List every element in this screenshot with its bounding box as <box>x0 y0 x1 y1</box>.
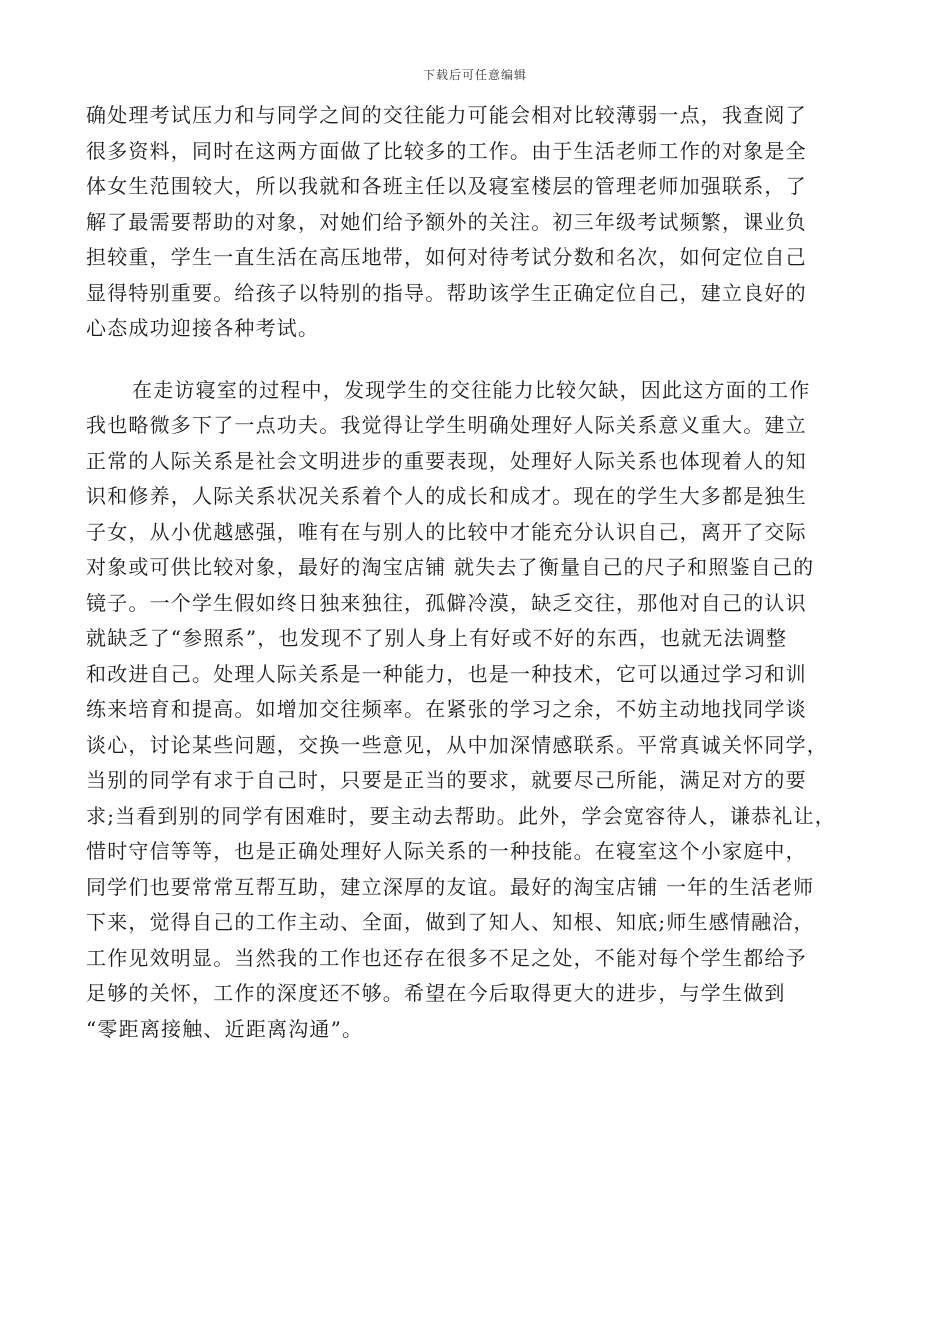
document-body <box>86 98 876 1047</box>
text-line: 心态成功迎接各种考试。 <box>86 316 320 340</box>
text-line: 识和修养，人际关系状况关系着个人的成长和成才。现在的学生大多都是独生 <box>86 484 807 508</box>
text-line: 和改进自己。处理人际关系是一种能力，也是一种技术，它可以通过学习和训 <box>86 661 807 686</box>
text-line: 工作见效明显。当然我的工作也还存在很多不足之处，不能对每个学生都给予 <box>86 945 807 970</box>
page-header: 下载后可任意编辑 <box>422 68 527 82</box>
text-line: 镜子。一个学生假如终日独来独往，孤僻冷漠，缺乏交往，那他对自己的认识 <box>86 590 807 615</box>
text-line: 显得特别重要。给孩子以特别的指导。帮助该学生正确定位自己，建立良好的 <box>86 280 807 305</box>
paragraph-spacer <box>86 347 876 373</box>
text-line: 下来，觉得自己的工作主动、全面，做到了知人、知根、知底;师生感情融洽， <box>86 910 815 934</box>
text-line: 就缺乏了“参照系”，也发现不了别人身上有好或不好的东西，也就无法调整 <box>86 626 788 650</box>
text-line: 确处理考试压力和与同学之间的交往能力可能会相对比较薄弱一点，我查阅了 <box>86 103 807 127</box>
text-line: 练来培育和提高。如增加交往频率。在紧张的学习之余，不妨主动地找同学谈 <box>86 697 807 721</box>
text-line: 子女，从小优越感强，唯有在与别人的比较中才能充分认识自己，离开了交际 <box>86 519 807 544</box>
text-line: 足够的关怀，工作的深度还不够。希望在今后取得更大的进步，与学生做到 <box>86 981 786 1005</box>
text-line: 同学们也要常常互帮互助，建立深厚的友谊。最好的淘宝店铺 一年的生活老师 <box>86 874 815 899</box>
text-line: 我也略微多下了一点功夫。我觉得让学生明确处理好人际关系意义重大。建立 <box>86 413 807 437</box>
text-line: 体女生范围较大，所以我就和各班主任以及寝室楼层的管理老师加强联系，了 <box>86 174 807 198</box>
text-line: 谈心，讨论某些问题，交换一些意见，从中加深情感联系。平常真诚关怀同学， <box>86 732 828 757</box>
text-line: 惜时守信等等，也是正确处理好人际关系的一种技能。在寝室这个小家庭中， <box>86 839 807 863</box>
text-line: 很多资料，同时在这两方面做了比较多的工作。由于生活老师工作的对象是全 <box>86 138 807 163</box>
text-line: 在走访寝室的过程中，发现学生的交往能力比较欠缺，因此这方面的工作 <box>132 377 811 402</box>
paragraph-1 <box>86 98 876 347</box>
text-line: 担较重，学生一直生活在高压地带，如何对待考试分数和名次，如何定位自己 <box>86 245 807 269</box>
text-line: 当别的同学有求于自己时，只要是正当的要求，就要尽己所能，满足对方的要 <box>86 768 807 792</box>
text-line: 对象或可供比较对象，最好的淘宝店铺 就失去了衡量自己的尺子和照鉴自己的 <box>86 555 815 579</box>
text-line: 求;当看到别的同学有困难时，要主动去帮助。此外，学会宽容待人，谦恭礼让， <box>86 803 836 828</box>
text-line: “零距离接触、近距离沟通”。 <box>86 1016 364 1041</box>
paragraph-2 <box>86 373 876 1048</box>
text-line: 解了最需要帮助的对象，对她们给予额外的关注。初三年级考试频繁，课业负 <box>86 209 807 234</box>
text-line: 正常的人际关系是社会文明进步的重要表现，处理好人际关系也体现着人的知 <box>86 448 807 473</box>
